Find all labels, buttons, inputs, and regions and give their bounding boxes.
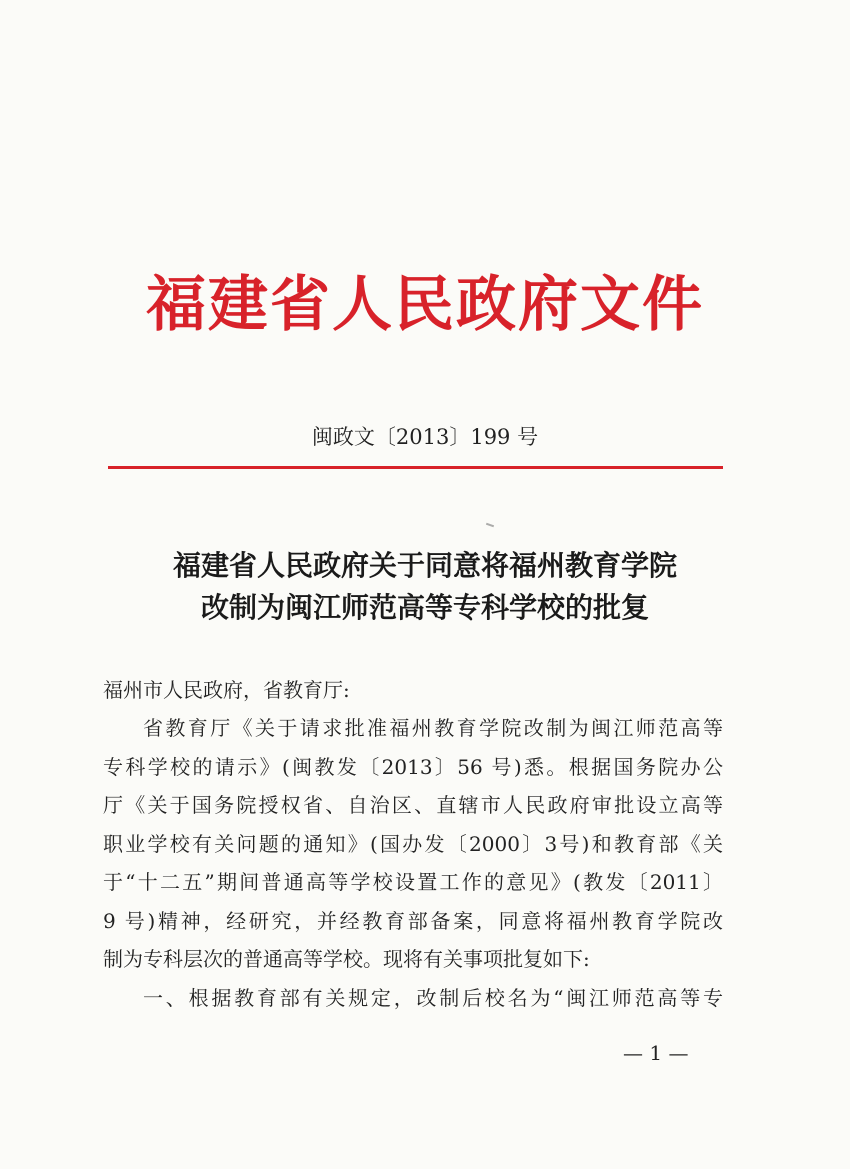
body-line: 制为专科层次的普通高等学校。现将有关事项批复如下:	[103, 947, 590, 971]
body-line: 省教育厅《关于请求批准福州教育学院改制为闽江师范高等	[143, 716, 723, 740]
body-line: 专科学校的请示》(闽教发〔2013〕56 号)悉。根据国务院办公	[103, 754, 723, 779]
document-title	[0, 545, 850, 629]
addressee: 福州市人民政府，省教育厅:	[103, 678, 350, 702]
body-line: 一、根据教育部有关规定，改制后校名为“闽江师范高等专	[143, 985, 723, 1010]
body-line: 9 号)精神，经研究，并经教育部备案，同意将福州教育学院改	[103, 908, 723, 933]
page-number: — 1 —	[623, 1041, 689, 1065]
body-line: 厅《关于国务院授权省、自治区、直辖市人民政府审批设立高等	[103, 793, 723, 817]
body-text	[103, 709, 723, 1017]
issuer-header-title: 福建省人民政府文件	[146, 270, 704, 340]
document-number: 闽政文〔2013〕199 号	[311, 425, 539, 449]
document-title-line-1: 福建省人民政府关于同意将福州教育学院	[172, 549, 677, 582]
body-line: 于“十二五”期间普通高等学校设置工作的意见》(教发〔2011〕	[103, 870, 723, 894]
red-separator-line	[108, 466, 723, 469]
document-title-line-2: 改制为闽江师范高等专科学校的批复	[200, 591, 649, 624]
scan-speck	[486, 523, 494, 528]
body-line: 职业学校有关问题的通知》(国办发〔2000〕3号)和教育部《关	[103, 831, 723, 856]
